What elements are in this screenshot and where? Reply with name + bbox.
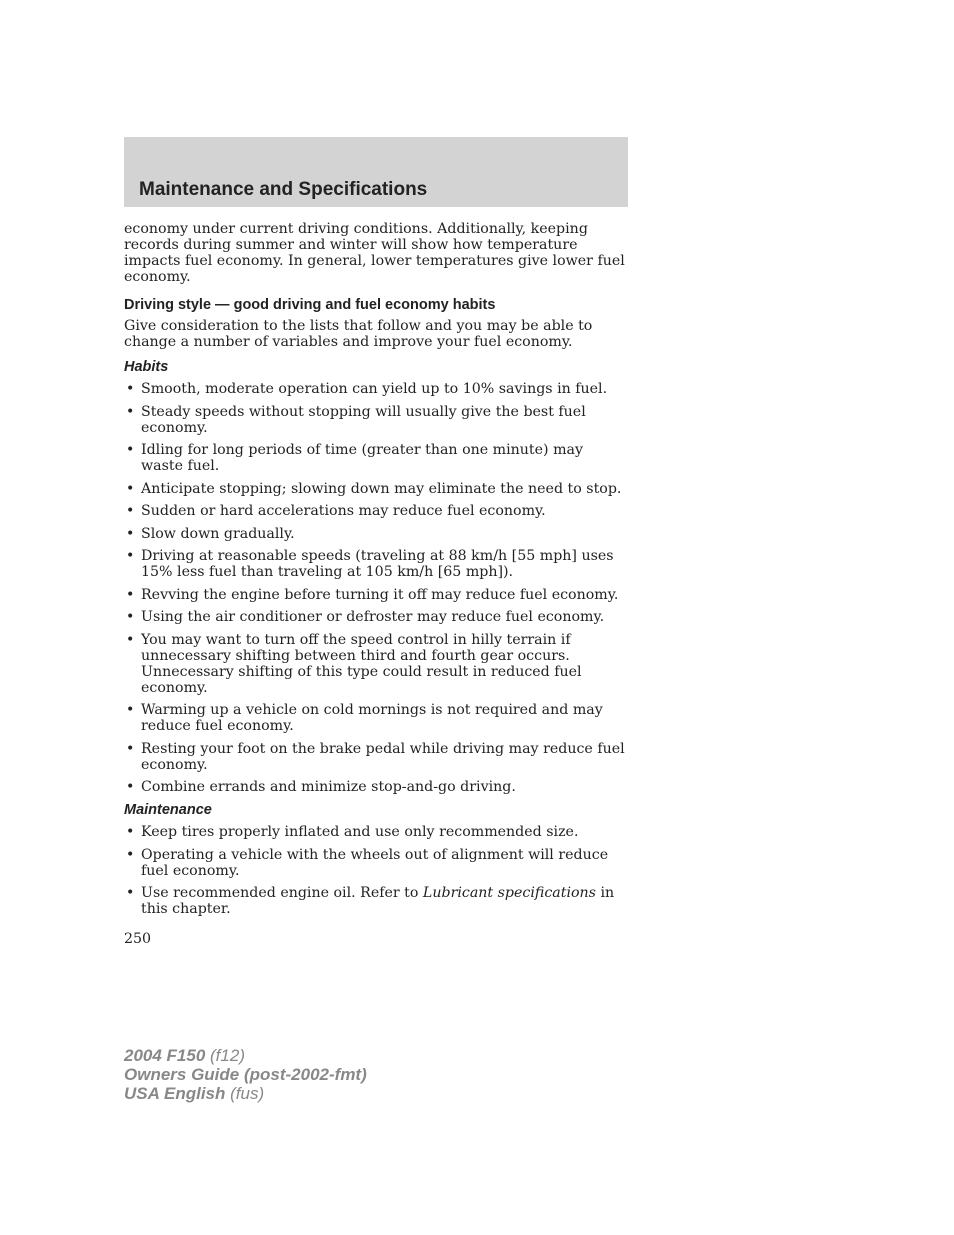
list-item-text: Anticipate stopping; slowing down may eliminate the need to stop. (141, 480, 622, 497)
list-item-text-start: Use recommended engine oil. Refer to (141, 885, 423, 901)
list-item-text: Idling for long periods of time (greater than one minute) may waste fuel. (141, 442, 584, 474)
bullet-glyph: • (126, 740, 135, 757)
list-item-text: Using the air conditioner or defroster may reduce fuel economy. (141, 609, 605, 625)
intro-paragraph: economy under current driving conditions. Additionally, keeping records during summer and winter will show how temperature impacts fuel economy. In general, lower temperatures give lower fuel economy. (124, 221, 625, 285)
list-item (124, 526, 628, 542)
list-item-text: Steady speeds without stopping will usually give the best fuel economy. (141, 403, 586, 436)
list-item-text: Smooth, moderate operation can yield up to 10% savings in fuel. (141, 381, 608, 397)
list-item-text: Revving the engine before turning it off may reduce fuel economy. (141, 586, 619, 603)
footer-language: USA English (124, 1084, 226, 1103)
list-item-text: Operating a vehicle with the wheels out of alignment will reduce fuel economy. (141, 846, 609, 879)
bullet-glyph: • (126, 442, 135, 458)
list-item (124, 741, 628, 773)
habits-list (124, 381, 628, 795)
list-item (124, 632, 628, 696)
page-number: 250 (124, 931, 152, 947)
list-item-text: Sudden or hard accelerations may reduce fuel economy. (141, 503, 546, 519)
list-item (124, 381, 628, 397)
maintenance-list (124, 824, 628, 917)
habits-heading: Habits (124, 359, 169, 375)
bullet-glyph: • (126, 381, 135, 397)
page-content (124, 221, 628, 947)
list-item (124, 779, 628, 795)
list-item-text: Keep tires properly inflated and use only recommended size. (141, 824, 579, 840)
maintenance-heading: Maintenance (124, 802, 212, 818)
list-item (124, 548, 628, 580)
bullet-glyph: • (126, 503, 135, 519)
list-item (124, 702, 628, 734)
footer-line-1 (124, 1046, 367, 1065)
list-item (124, 481, 628, 497)
list-item-text: Resting your foot on the brake pedal while driving may reduce fuel economy. (141, 740, 625, 773)
bullet-glyph: • (126, 525, 135, 542)
bullet-glyph: • (126, 586, 135, 603)
bullet-glyph: • (126, 480, 135, 497)
bullet-glyph: • (126, 846, 135, 863)
list-item (124, 885, 628, 917)
list-item (124, 847, 628, 879)
bullet-glyph: • (126, 403, 135, 420)
bullet-glyph: • (126, 779, 135, 795)
list-item-text: Slow down gradually. (141, 525, 295, 542)
list-item (124, 824, 628, 840)
bullet-glyph: • (126, 631, 135, 648)
list-item (124, 587, 628, 603)
chapter-header-bar (124, 137, 628, 207)
document-footer (124, 1046, 367, 1103)
list-item (124, 503, 628, 519)
list-item-text: Warming up a vehicle on cold mornings is not required and may reduce fuel economy. (141, 702, 603, 734)
bullet-glyph: • (126, 824, 135, 840)
section-heading: Driving style — good driving and fuel economy habits (124, 297, 496, 313)
bullet-glyph: • (126, 548, 135, 564)
footer-line-2: Owners Guide (post-2002-fmt) (124, 1065, 367, 1084)
bullet-glyph: • (126, 702, 135, 718)
footer-model: 2004 F150 (124, 1046, 206, 1065)
footer-language-code: (fus) (225, 1084, 265, 1103)
list-item (124, 442, 628, 474)
chapter-title: Maintenance and Specifications (139, 179, 428, 200)
bullet-glyph: • (126, 609, 135, 625)
list-item-text: You may want to turn off the speed control in hilly terrain if unnecessary shifting between third and fourth gear occurs. Unnecessary shifting of this type could result in reduced fuel economy. (141, 631, 582, 696)
section-intro-paragraph: Give consideration to the lists that follow and you may be able to change a number of variables and improve your fuel economy. (124, 318, 593, 350)
list-item-text (141, 885, 614, 917)
list-item (124, 404, 628, 436)
list-item-text-end: in this chapter. (141, 885, 615, 917)
bullet-glyph: • (126, 885, 135, 901)
list-item (124, 609, 628, 625)
footer-line-3 (124, 1084, 367, 1103)
list-item-text: Driving at reasonable speeds (traveling at 88 km/h [55 mph] uses 15% less fuel than traveling at 105 km/h [65 mph]). (141, 548, 614, 580)
list-item-text: Combine errands and minimize stop-and-go driving. (141, 779, 516, 795)
cross-reference-link-text: Lubricant specifications (422, 885, 596, 901)
footer-model-code: (f12) (205, 1046, 245, 1065)
